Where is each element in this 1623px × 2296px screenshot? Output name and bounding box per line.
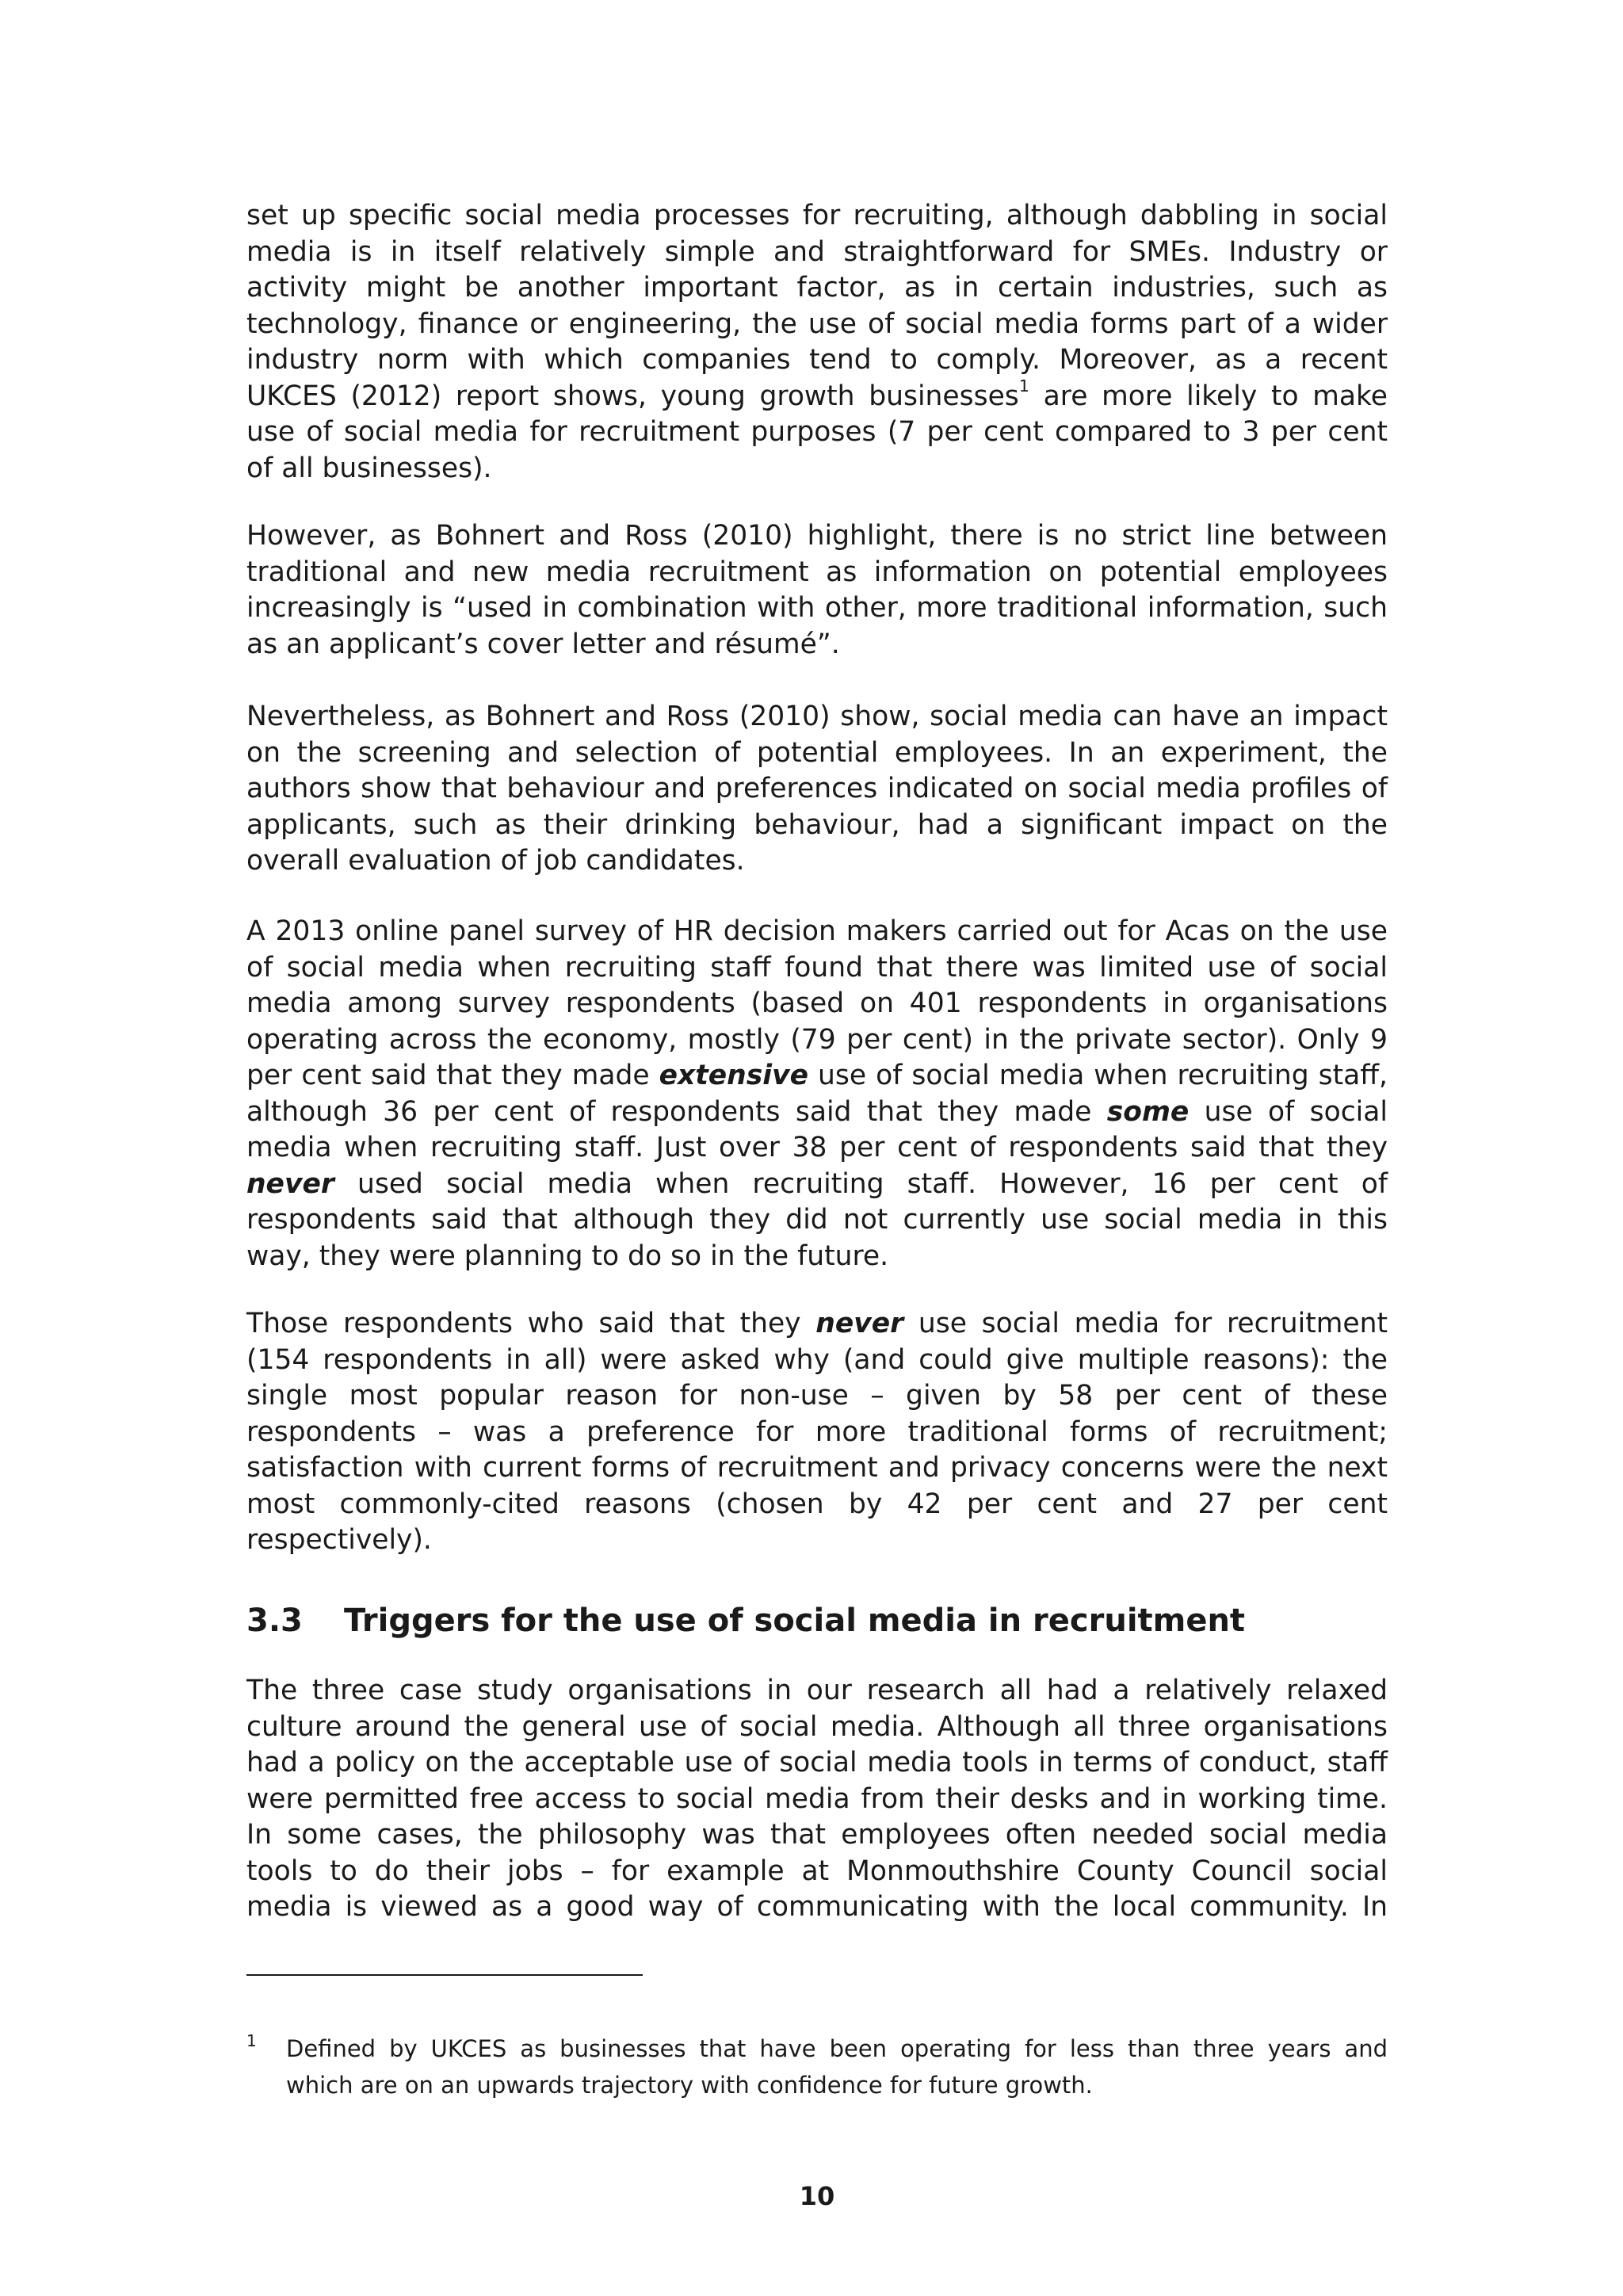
footnote-separator bbox=[246, 1974, 643, 1976]
text-line: use of social media for recruitment purposes (7 per cent compared to 3 per cent bbox=[246, 416, 1388, 448]
footnote-text bbox=[286, 2030, 1388, 2103]
paragraph bbox=[246, 1673, 1388, 1926]
text-segment: UKCES (2012) report shows, young growth businesses bbox=[246, 380, 1019, 412]
section-heading bbox=[246, 1601, 1245, 1641]
page-number: 10 bbox=[799, 2181, 835, 2211]
text-line-with-emphasis bbox=[246, 1167, 1388, 1203]
text-line: media when recruiting staff. Just over 38 per cent of respondents said that they bbox=[246, 1132, 1388, 1163]
text-line: operating across the economy, mostly (79 per cent) in the private sector). Only 9 bbox=[246, 1023, 1388, 1056]
text-line: on the screening and selection of potential employees. In an experiment, the bbox=[246, 736, 1388, 769]
text-segment: use of social bbox=[1189, 1095, 1388, 1128]
text-segment: use of social media when recruiting staff, bbox=[808, 1060, 1388, 1091]
text-line-with-emphasis bbox=[246, 1306, 1388, 1343]
text-line: of all businesses). bbox=[246, 452, 492, 484]
text-segment: per cent said that they made bbox=[246, 1060, 659, 1091]
text-line: traditional and new media recruitment as information on potential employees bbox=[246, 556, 1388, 588]
text-line: single most popular reason for non-use – given by 58 per cent of these bbox=[246, 1380, 1388, 1412]
text-line: respondents – was a preference for more traditional forms of recruitment; bbox=[246, 1415, 1388, 1448]
text-line: technology, finance or engineering, the use of social media forms part of a wider bbox=[246, 308, 1388, 340]
text-line: most commonly-cited reasons (chosen by 42 per cent and 27 per cent bbox=[246, 1488, 1388, 1520]
text-line: However, as Bohnert and Ross (2010) highlight, there is no strict line between bbox=[246, 520, 1388, 552]
text-line: culture around the general use of social media. Although all three organisations bbox=[246, 1710, 1388, 1743]
paragraph bbox=[246, 1306, 1388, 1559]
text-line: set up specific social media processes for recruiting, although dabbling in social bbox=[246, 200, 1388, 231]
footnote-marker: 1 bbox=[246, 2031, 257, 2050]
text-segment: although 36 per cent of respondents said that they made bbox=[246, 1095, 1107, 1128]
text-segment: Those respondents who said that they bbox=[246, 1308, 816, 1339]
text-line: tools to do their jobs – for example at Monmouthshire County Council social bbox=[246, 1855, 1388, 1887]
paragraph bbox=[246, 699, 1388, 880]
text-line: industry norm with which companies tend to comply. Moreover, as a recent bbox=[246, 344, 1388, 376]
text-line: media among survey respondents (based on 401 respondents in organisations bbox=[246, 988, 1388, 1019]
section-title: Triggers for the use of social media in recruitment bbox=[344, 1603, 1246, 1639]
section-number: 3.3 bbox=[246, 1603, 303, 1639]
text-line: respectively). bbox=[246, 1524, 432, 1556]
footnote-line: Defined by UKCES as businesses that have been operating for less than three years and bbox=[286, 2035, 1388, 2062]
emphasis-never: never bbox=[246, 1167, 334, 1200]
text-line: satisfaction with current forms of recruitment and privacy concerns were the next bbox=[246, 1452, 1388, 1484]
text-line: media is viewed as a good way of communicating with the local community. In bbox=[246, 1891, 1388, 1923]
text-line: respondents said that although they did not currently use social media in this bbox=[246, 1204, 1388, 1236]
text-line-with-footnote-ref bbox=[246, 376, 1388, 415]
text-line: In some cases, the philosophy was that employees often needed social media bbox=[246, 1819, 1388, 1851]
text-segment: are more likely to make bbox=[1029, 380, 1388, 412]
text-line: A 2013 online panel survey of HR decision makers carried out for Acas on the use bbox=[246, 915, 1388, 947]
text-line: (154 respondents in all) were asked why (and could give multiple reasons): the bbox=[246, 1343, 1388, 1376]
text-line: applicants, such as their drinking behaviour, had a significant impact on the bbox=[246, 808, 1388, 841]
paragraph bbox=[246, 198, 1388, 487]
footnote-line: which are on an upwards trajectory with confidence for future growth. bbox=[286, 2072, 1093, 2099]
text-line-with-emphasis bbox=[246, 1058, 1388, 1095]
paragraph bbox=[246, 518, 1388, 663]
emphasis-extensive: extensive bbox=[659, 1060, 808, 1091]
text-line: as an applicant’s cover letter and résumé”. bbox=[246, 628, 840, 660]
text-line: of social media when recruiting staff found that there was limited use of social bbox=[246, 951, 1388, 984]
text-line: authors show that behaviour and preferences indicated on social media profiles of bbox=[246, 773, 1388, 804]
text-line: Nevertheless, as Bohnert and Ross (2010) show, social media can have an impact bbox=[246, 701, 1388, 732]
text-segment: use social media for recruitment bbox=[903, 1308, 1388, 1339]
footnote-reference: 1 bbox=[1018, 376, 1029, 395]
text-line: activity might be another important factor, as in certain industries, such as bbox=[246, 272, 1388, 304]
text-line-with-emphasis bbox=[246, 1095, 1388, 1131]
emphasis-never: never bbox=[815, 1308, 904, 1339]
text-line: overall evaluation of job candidates. bbox=[246, 845, 745, 877]
emphasis-some: some bbox=[1106, 1095, 1190, 1128]
text-line: had a policy on the acceptable use of social media tools in terms of conduct, staff bbox=[246, 1747, 1388, 1778]
text-line: were permitted free access to social media from their desks and in working time. bbox=[246, 1782, 1388, 1815]
text-line: The three case study organisations in our research all had a relatively relaxed bbox=[246, 1675, 1388, 1706]
text-line: way, they were planning to do so in the future. bbox=[246, 1240, 889, 1272]
text-line: increasingly is “used in combination with other, more traditional information, such bbox=[246, 592, 1388, 624]
text-line: media is in itself relatively simple and straightforward for SMEs. Industry or bbox=[246, 235, 1388, 268]
text-segment: used social media when recruiting staff. However, 16 per cent of bbox=[334, 1167, 1388, 1200]
paragraph bbox=[246, 914, 1388, 1274]
